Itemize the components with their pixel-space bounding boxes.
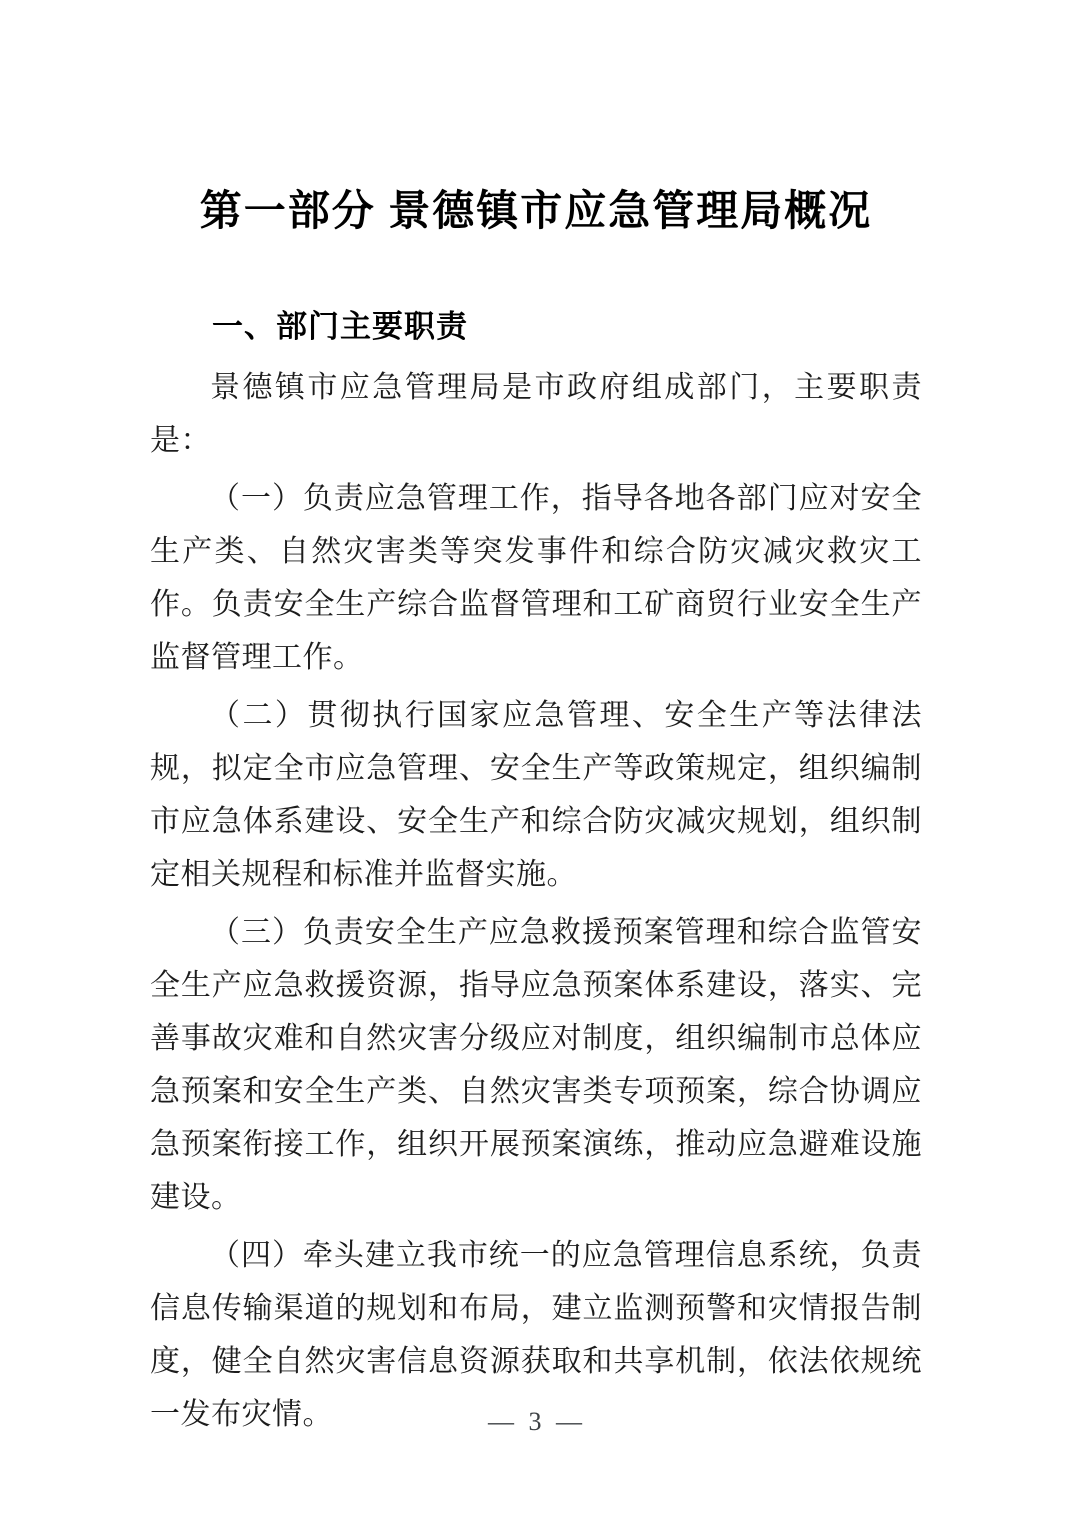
paragraph: （二）贯彻执行国家应急管理、安全生产等法律法规，拟定全市应急管理、安全生产等政策规定，组织编制市应急体系建设、安全生产和综合防灾减灾规划，组织制定相关规程和标准并监督实施。 (150, 699, 922, 891)
paragraph: （三）负责安全生产应急救援预案管理和综合监管安全生产应急救援资源，指导应急预案体系建设，落实、完善事故灾难和自然灾害分级应对制度，组织编制市总体应急预案和安全生产类、自然灾害类专项预案，综合协调应急预案衔接工作，组织开展预案演练，推动应急避难设施建设。 (150, 916, 922, 1214)
page-number: — 3 — (488, 1407, 586, 1436)
paragraph: （一）负责应急管理工作，指导各地各部门应对安全生产类、自然灾害类等突发事件和综合防灾减灾救灾工作。负责安全生产综合监督管理和工矿商贸行业安全生产监督管理工作。 (150, 482, 922, 674)
page-footer (0, 1405, 1074, 1439)
document-body (150, 361, 922, 1441)
paragraph: 景德镇市应急管理局是市政府组成部门，主要职责是： (150, 371, 922, 457)
document-title: 第一部分 景德镇市应急管理局概况 (199, 189, 873, 235)
section-heading: 一、部门主要职责 (212, 309, 468, 344)
paragraph: （四）牵头建立我市统一的应急管理信息系统，负责信息传输渠道的规划和布局，建立监测预警和灾情报告制度，健全自然灾害信息资源获取和共享机制，依法依规统一发布灾情。 (150, 1239, 922, 1431)
document-content (150, 0, 922, 1446)
